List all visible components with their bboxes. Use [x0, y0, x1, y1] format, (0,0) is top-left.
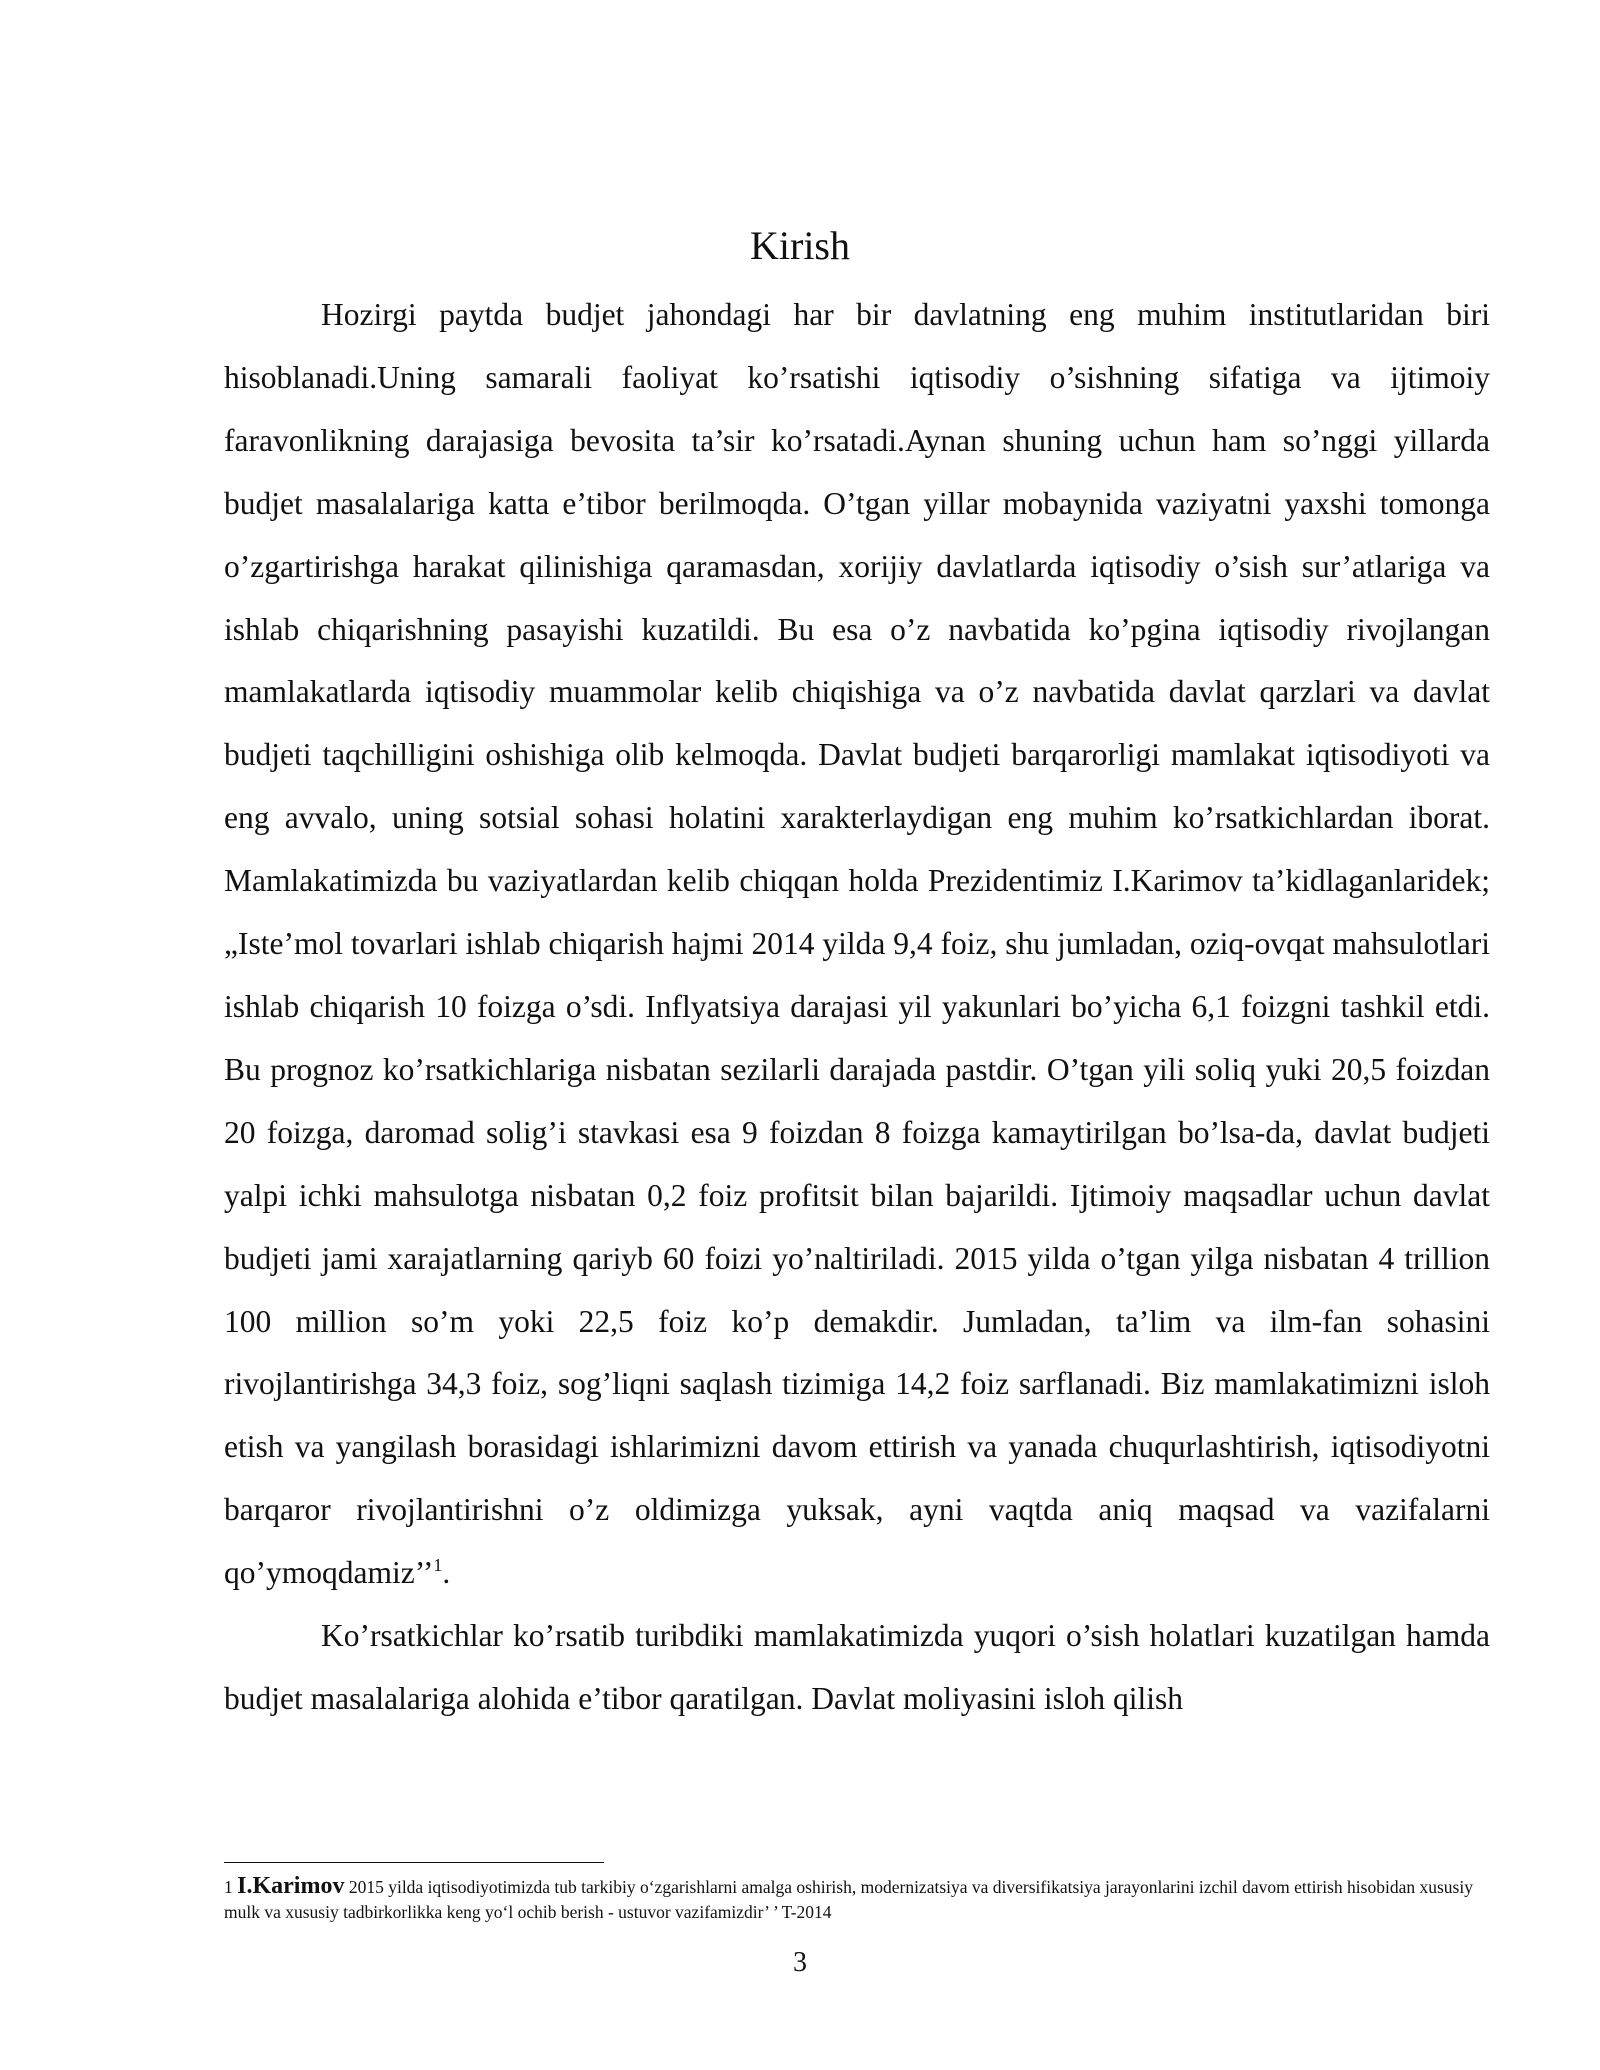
footnote-reference[interactable]: 1: [433, 1555, 443, 1576]
page-number: 3: [793, 1947, 807, 1978]
footnote-author: I.Karimov: [237, 1873, 345, 1899]
footnote: [224, 1874, 1490, 1925]
footnote-text: 2015 yilda iqtisodiyotimizda tub tarkibiy o‘zgarishlarni amalga oshirish, modernizatsiya va diversifikatsiya jarayonlarini izchil davom ettirish hisobidan xususiy mulk va xususiy tadbirkorlikka keng yo‘l ochib berish - ustuvor vazifamizdir’ ’ T-2014: [224, 1877, 1473, 1922]
paragraph-1: [224, 284, 1490, 1605]
paragraph-1-text: Hozirgi paytda budjet jahondagi har bir davlatning eng muhim institutlaridan biri hisoblanadi.Uning samarali faoliyat ko’rsatishi iqtisodiy o’sishning sifatiga va ijtimoiy faravonlikning darajasiga bevosita ta’sir ko’rsatadi.Aynan shuning uchun ham so’nggi yillarda budjet masalalariga katta e’tibor berilmoqda. O’tgan yillar mobaynida vaziyatni yaxshi tomonga o’zgartirishga harakat qilinishiga qaramasdan, xorijiy davlatlarda iqtisodiy o’sish sur’atlariga va ishlab chiqarishning pasayishi kuzatildi. Bu esa o’z navbatida ko’pgina iqtisodiy rivojlangan mamlakatlarda iqtisodiy muammolar kelib chiqishiga va o’z navbatida davlat qarzlari va davlat budjeti taqchilligini oshishiga olib kelmoqda. Davlat budjeti barqarorligi mamlakat iqtisodiyoti va eng avvalo, uning sotsial sohasi holatini xarakterlaydigan eng muhim ko’rsatkichlardan iborat. Mamlakatimizda bu vaziyatlardan kelib chiqqan holda Prezidentimiz I.Karimov ta’kidlaganlaridek; „Iste’mol tovarlari ishlab chiqarish hajmi 2014 yilda 9,4 foiz, shu jumladan, oziq-ovqat mahsulotlari ishlab chiqarish 10 foizga o’sdi. Inflyatsiya darajasi yil yakunlari bo’yicha 6,1 foizgni tashkil etdi. Bu prognoz ko’rsatkichlariga nisbatan sezilarli darajada pastdir. O’tgan yili soliq yuki 20,5 foizdan 20 foizga, daromad solig’i stavkasi esa 9 foizdan 8 foizga kamaytirilgan bo’lsa-da, davlat budjeti yalpi ichki mahsulotga nisbatan 0,2 foiz profitsit bilan bajarildi. Ijtimoiy maqsadlar uchun davlat budjeti jami xarajatlarning qariyb 60 foizi yo’naltiriladi. 2015 yilda o’tgan yilga nisbatan 4 trillion 100 million so’m yoki 22,5 foiz ko’p demakdir. Jumladan, ta’lim va ilm-fan sohasini rivojlantirishga 34,3 foiz, sog’liqni saqlash tizimiga 14,2 foiz sarflanadi. Biz mamlakatimizni isloh etish va yangilash borasidagi ishlarimizni davom ettirish va yanada chuqurlashtirish, iqtisodiyotni barqaror rivojlantirishni o’z oldimizga yuksak, ayni vaqtda aniq maqsad va vazifalarni qo’ymoqdamiz’’: [224, 297, 1490, 1591]
section-title: Kirish: [750, 223, 850, 268]
paragraph-1-tail: .: [442, 1555, 451, 1591]
paragraph-2: Ko’rsatkichlar ko’rsatib turibdiki mamlakatimizda yuqori o’sish holatlari kuzatilgan hamda budjet masalalariga alohida e’tibor qaratilgan. Davlat moliyasini isloh qilish: [224, 1618, 1490, 1716]
footnote-number: 1: [224, 1877, 233, 1897]
footnote-separator: [224, 1862, 604, 1863]
body-text: [224, 284, 1490, 1731]
